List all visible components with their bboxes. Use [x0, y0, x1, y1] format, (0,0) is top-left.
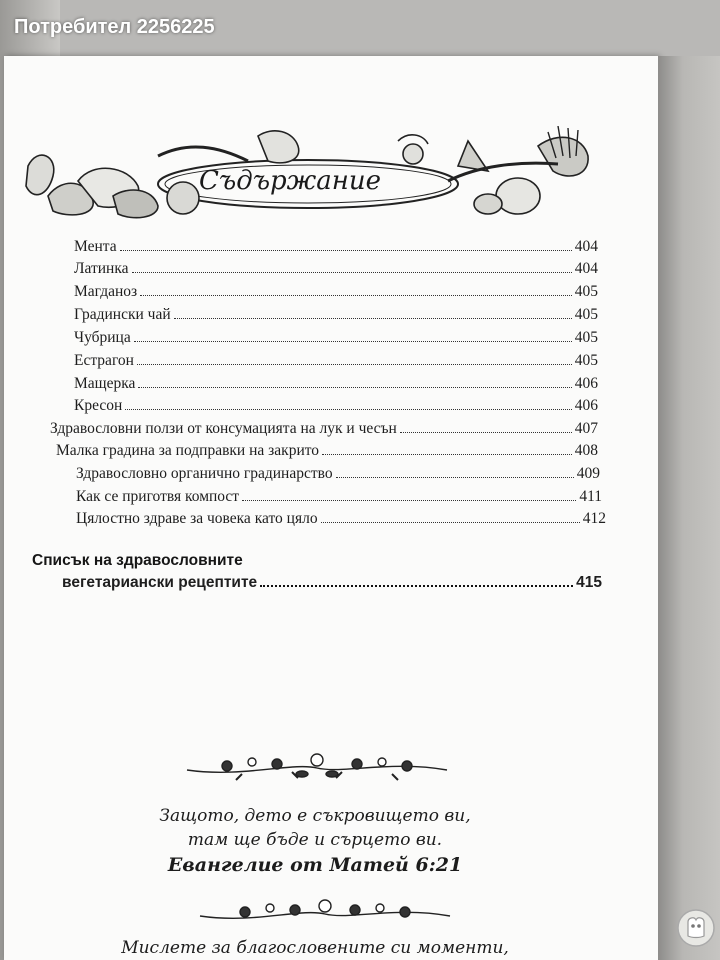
toc-entry-label: Латинка [74, 260, 129, 277]
toc-entry-page: 406 [574, 397, 598, 414]
toc-entry-page: 404 [574, 260, 598, 277]
toc-entry-page: 412 [582, 510, 606, 527]
dot-leader [400, 432, 572, 433]
dot-leader [132, 272, 572, 273]
toc-entry[interactable] [76, 510, 606, 532]
dot-leader [137, 364, 572, 365]
dot-leader [134, 341, 572, 342]
dot-leader [322, 454, 572, 455]
toc-entry-label: Мащерка [74, 375, 136, 392]
bazar-logo-icon [676, 908, 716, 948]
quote-block [65, 938, 565, 958]
toc-entry[interactable] [74, 283, 598, 305]
toc-entry-page: 409 [576, 465, 600, 482]
toc-entry-label: Чубрица [74, 329, 131, 346]
toc-entry-page: 411 [579, 488, 602, 505]
recipes-section-page: 415 [576, 574, 602, 591]
dot-leader [138, 387, 571, 388]
toc-entry[interactable] [74, 397, 598, 419]
toc-entry[interactable] [74, 329, 598, 351]
floral-divider-icon [195, 896, 455, 932]
toc-entry-label: Магданоз [74, 283, 138, 300]
toc-entry-label: Как се приготвя компост [76, 488, 240, 505]
toc-entry[interactable] [76, 465, 600, 487]
dot-leader [242, 500, 576, 501]
dot-leader [336, 477, 574, 478]
toc-entry-label: Цялостно здраве за човека като цяло [76, 510, 318, 527]
toc-entry-page: 407 [574, 420, 598, 437]
toc-entry[interactable] [74, 375, 598, 397]
toc-entry[interactable] [76, 488, 602, 510]
toc-entry[interactable] [50, 420, 598, 442]
dot-leader [140, 295, 572, 296]
dot-leader [120, 250, 572, 251]
toc-entry[interactable] [74, 260, 598, 282]
toc-entry-label: Здравословно органично градинарство [76, 465, 333, 482]
floral-divider-icon [182, 748, 452, 788]
toc-entry-page: 405 [574, 352, 598, 369]
quote-line: Защото, дето е съкровището ви, [159, 806, 471, 826]
toc-entry-label: Малка градина за подправки на закрито [56, 442, 320, 459]
user-watermark: Потребител 2256225 [14, 16, 215, 38]
quote-line: Мислете за благословените си моменти, [121, 938, 509, 958]
recipes-section-entry[interactable] [62, 574, 602, 596]
dot-leader [174, 318, 572, 319]
recipes-section-label: вегетариански рецептите [62, 574, 258, 591]
toc-entry-page: 406 [574, 375, 598, 392]
toc-entry-page: 405 [574, 283, 598, 300]
quote-block [65, 806, 565, 876]
toc-entry[interactable] [74, 352, 598, 374]
toc-entry-page: 404 [574, 238, 598, 255]
dot-leader [260, 585, 573, 587]
toc-entry-label: Мента [74, 238, 117, 255]
toc-entry-label: Естрагон [74, 352, 134, 369]
toc-entry[interactable] [74, 238, 598, 260]
toc-entry[interactable] [56, 442, 598, 464]
toc-entry-page: 408 [574, 442, 598, 459]
dot-leader [125, 409, 571, 410]
dot-leader [321, 522, 580, 523]
page-title: Съдържание [199, 166, 381, 196]
quote-reference: Евангелие от Матей 6:21 [167, 854, 463, 876]
toc-entry-label: Кресон [74, 397, 123, 414]
page-edge-shadow [658, 56, 720, 960]
toc-entry-label: Градински чай [74, 306, 171, 323]
toc-entry-page: 405 [574, 329, 598, 346]
recipes-section-title: Списък на здравословните [32, 552, 243, 569]
toc-entry-page: 405 [574, 306, 598, 323]
toc-entry[interactable] [74, 306, 598, 328]
quote-line: там ще бъде и сърцето ви. [187, 830, 443, 850]
toc-entry-label: Здравословни ползи от консумацията на лук и чесън [50, 420, 397, 437]
